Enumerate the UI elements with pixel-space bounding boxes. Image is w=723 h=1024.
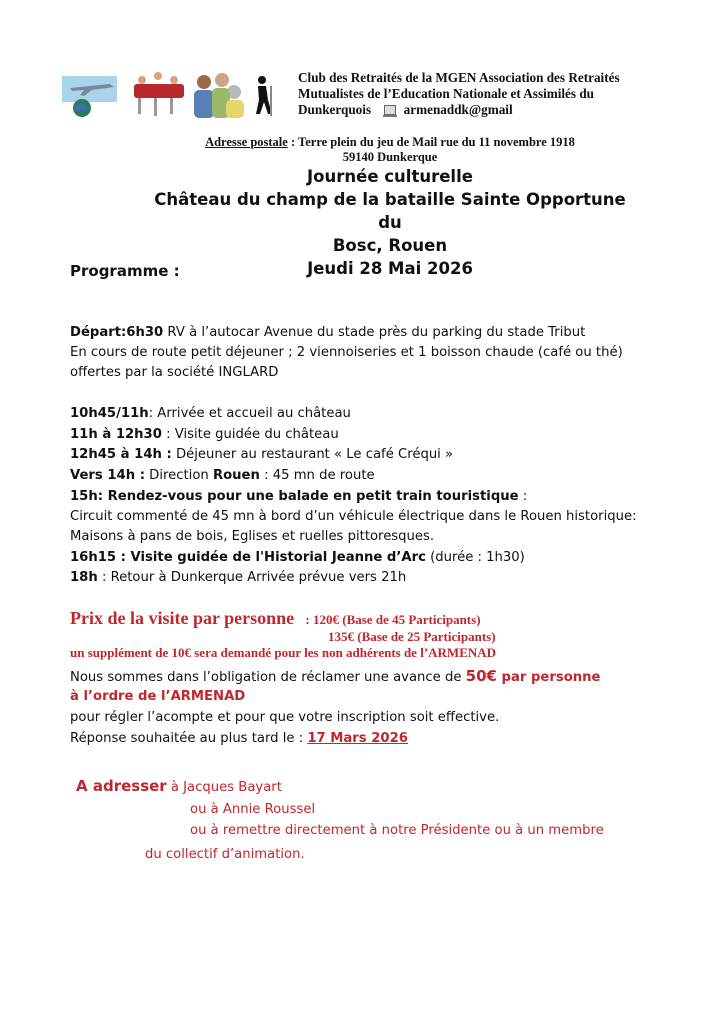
schedule-item: Maisons à pans de bois, Eglises et ruelles pittoresques. <box>70 529 435 544</box>
send-to-recipient-3: ou à remettre directement à notre Présidente ou à un membre <box>190 823 604 838</box>
address-label: Adresse postale <box>205 135 288 149</box>
schedule-destination: Rouen <box>212 468 260 483</box>
title-line-3: Bosc, Rouen <box>332 236 448 255</box>
reply-line <box>70 729 408 749</box>
schedule-item <box>70 548 525 568</box>
deposit-amount: 50€ <box>465 667 497 685</box>
schedule-item: Circuit commenté de 45 mn à bord d’un véhicule électrique dans le Rouen historique: <box>70 509 637 524</box>
address-line-1 <box>150 135 630 150</box>
schedule-text: (durée : 1h30) <box>425 550 525 565</box>
org-line-1: Club des Retraités de la MGEN Association des Retraités <box>298 70 620 85</box>
deposit-text: Nous sommes dans l’obligation de réclamer une avance de <box>70 670 466 685</box>
deposit-line <box>70 666 601 688</box>
deposit-order: à l’ordre de l’ARMENAD <box>70 689 246 704</box>
schedule-item <box>70 425 339 445</box>
email-link[interactable]: armenaddk@gmail <box>403 102 513 117</box>
send-to-line-1 <box>76 776 282 798</box>
price-option-2: 135€ (Base de 25 Participants) <box>328 629 496 644</box>
schedule-time: 10h45/11h <box>70 406 149 421</box>
event-title-block <box>150 165 630 280</box>
computer-icon <box>384 105 396 115</box>
send-to-recipient-1: à Jacques Bayart <box>166 780 282 795</box>
schedule-time: 16h15 : Visite guidée de l'Historial Jeanne d’Arc <box>70 550 426 565</box>
schedule-item <box>70 404 351 424</box>
schedule-text: Déjeuner au restaurant « Le café Créqui » <box>171 447 454 462</box>
deposit-amount-suffix: par personne <box>496 670 601 685</box>
logo-strip <box>62 70 284 122</box>
reply-date: 17 Mars 2026 <box>307 731 408 746</box>
schedule-text: Direction <box>144 468 213 483</box>
org-line-3 <box>298 102 656 118</box>
dancers-icon <box>134 72 184 116</box>
schedule-text: : Retour à Dunkerque Arrivée prévue vers 21h <box>97 570 407 585</box>
title-line-4: Jeudi 28 Mai 2026 <box>307 259 473 278</box>
send-to-recipient-2: ou à Annie Roussel <box>190 802 316 817</box>
deposit-purpose: pour régler l’acompte et pour que votre inscription soit effective. <box>70 710 500 725</box>
programme-heading: Programme : <box>70 262 180 280</box>
schedule-time: 15h: Rendez-vous pour une balade en petit train touristique <box>70 489 519 504</box>
depart-text: RV à l’autocar Avenue du stade près du parking du stade Tribut <box>163 325 586 340</box>
depart-line-2: En cours de route petit déjeuner ; 2 viennoiseries et 1 boisson chaude (café ou thé) <box>70 345 623 360</box>
schedule-item <box>70 568 406 588</box>
org-line-3-text: Dunkerquois <box>298 102 372 117</box>
airplane-globe-icon <box>62 76 117 117</box>
seniors-group-icon <box>194 73 244 118</box>
address-street: : Terre plein du jeu de Mail rue du 11 novembre 1918 <box>287 135 575 149</box>
send-to-recipient-4: du collectif d’animation. <box>145 847 305 862</box>
price-title: Prix de la visite par personne <box>70 608 295 628</box>
price-block <box>70 608 630 660</box>
reply-label: Réponse souhaitée au plus tard le : <box>70 731 308 746</box>
schedule-time: 12h45 à 14h : <box>70 447 172 462</box>
schedule-text: : <box>518 489 528 504</box>
schedule-time: Vers 14h : <box>70 468 145 483</box>
depart-line <box>70 323 585 343</box>
header-organization <box>298 70 656 118</box>
depart-line-3: offertes par la société INGLARD <box>70 365 279 380</box>
schedule-text: : 45 mn de route <box>259 468 375 483</box>
title-line-2: Château du champ de la bataille Sainte Opportune du <box>154 190 626 232</box>
price-supplement: un supplément de 10€ sera demandé pour les non adhérents de l’ARMENAD <box>70 645 497 660</box>
org-line-2: Mutualistes de l’Education Nationale et Assimilés du <box>298 86 595 101</box>
schedule-time: 11h à 12h30 <box>70 427 162 442</box>
schedule-time: 18h <box>70 570 98 585</box>
schedule-text: : Arrivée et accueil au château <box>148 406 351 421</box>
schedule-text: : Visite guidée du château <box>161 427 339 442</box>
schedule-item <box>70 487 527 507</box>
postal-address <box>150 135 630 165</box>
schedule-item <box>70 445 453 465</box>
price-option-1: : 120€ (Base de 45 Participants) <box>302 612 481 627</box>
schedule-item <box>70 466 375 486</box>
title-line-1: Journée culturelle <box>307 167 473 186</box>
hiker-icon <box>256 76 272 116</box>
send-to-title: A adresser <box>76 777 167 795</box>
depart-time: Départ:6h30 <box>70 325 164 340</box>
address-line-2: 59140 Dunkerque <box>342 150 438 164</box>
